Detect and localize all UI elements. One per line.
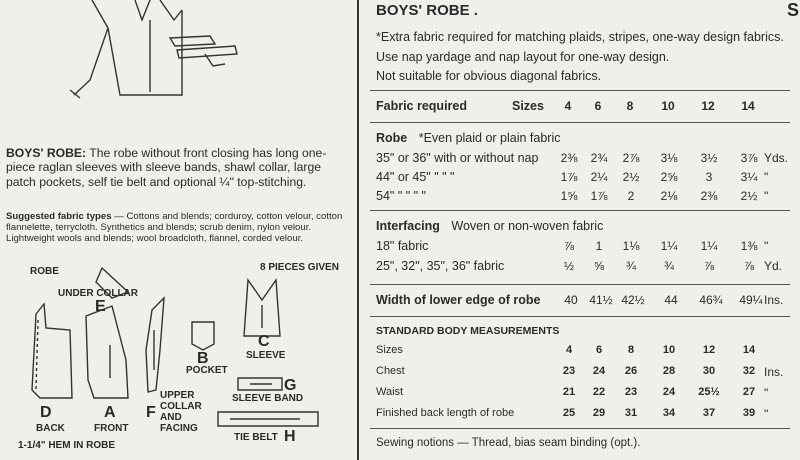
body_rows-cell: 23 xyxy=(562,365,576,377)
body_rows-cell: 14 xyxy=(742,344,756,356)
body_rows-cell: 12 xyxy=(702,344,716,356)
piece-h-name: TIE BELT xyxy=(234,432,278,443)
body_rows-cell: 23 xyxy=(624,386,638,398)
body_rows-cell: 26 xyxy=(624,365,638,377)
interfacing_rows-unit: " xyxy=(764,239,769,253)
robe_rows-cell: 3¼ xyxy=(740,170,758,184)
interfacing-title: Interfacing xyxy=(376,219,440,233)
body-measurements-title: STANDARD BODY MEASUREMENTS xyxy=(376,325,560,337)
robe-pieces-label: ROBE xyxy=(30,266,59,277)
robe_rows-cell: 2⅜ xyxy=(560,151,578,165)
robe_rows-cell: 2⅝ xyxy=(660,170,678,184)
width-label: Width of lower edge of robe xyxy=(376,293,541,307)
robe_rows-row-label: 35" or 36" with or without nap xyxy=(376,151,539,165)
size-header-cell: 4 xyxy=(564,99,572,113)
width-cell: 44 xyxy=(664,293,678,307)
column-divider xyxy=(357,0,359,460)
size-header-cell: 8 xyxy=(626,99,634,113)
description xyxy=(6,146,351,189)
chart-title: BOYS' ROBE . xyxy=(376,2,478,19)
robe_rows-cell: 2¼ xyxy=(590,170,608,184)
body_rows-row-label: Waist xyxy=(376,386,404,398)
body_rows-unit: " xyxy=(764,386,769,400)
robe-section xyxy=(376,131,560,145)
robe_rows-cell: 2⅞ xyxy=(622,151,640,165)
interfacing_rows-cell: ¾ xyxy=(625,259,636,273)
piece-d-letter: D xyxy=(40,404,52,421)
body_rows-cell: 27 xyxy=(742,386,756,398)
interfacing_rows-cell: ⅞ xyxy=(703,259,714,273)
piece-e-name: UNDER COLLAR xyxy=(58,288,138,299)
robe_rows-cell: 2 xyxy=(627,189,635,203)
body_rows-cell: 30 xyxy=(702,365,716,377)
body_rows-cell: 21 xyxy=(562,386,576,398)
robe_rows-row-label: 54" " " " " xyxy=(376,189,426,203)
piece-f-letter: F xyxy=(146,404,156,421)
fabric-title: Suggested fabric types xyxy=(6,211,112,222)
fabric-required-label: Fabric required xyxy=(376,99,467,113)
interfacing_rows-cell: ⅞ xyxy=(563,239,574,253)
width-cell: 49¼ xyxy=(739,293,763,307)
body_rows-cell: 25 xyxy=(562,407,576,419)
width-unit: Ins. xyxy=(764,293,784,307)
piece-f-name: UPPER COLLAR AND FACING xyxy=(160,390,202,434)
body_rows-cell: 24 xyxy=(592,365,606,377)
robe_rows-cell: 2½ xyxy=(622,170,640,184)
pattern-panel xyxy=(0,0,357,460)
width-cell: 40 xyxy=(564,293,578,307)
body_rows-row-label: Sizes xyxy=(376,344,403,356)
interfacing_rows-row-label: 25", 32", 35", 36" fabric xyxy=(376,259,505,273)
robe_rows-unit: " xyxy=(764,189,769,203)
body_rows-cell: 28 xyxy=(662,365,676,377)
body_rows-unit: Ins. xyxy=(764,365,784,379)
interfacing_rows-row-label: 18" fabric xyxy=(376,239,429,253)
description-text: The robe without front closing has long one-piece raglan sleeves with sleeve bands, shawl collar, large patch pockets, self tie belt and optional ¼" top-stitching. xyxy=(6,146,327,189)
size-header-cell: 14 xyxy=(741,99,755,113)
robe_rows-cell: 1⅞ xyxy=(560,170,578,184)
body_rows-cell: 34 xyxy=(662,407,676,419)
description-title: BOYS' ROBE: xyxy=(6,146,87,160)
interfacing-section xyxy=(376,219,603,233)
yardage-chart xyxy=(362,0,800,460)
robe-title: Robe xyxy=(376,131,408,145)
body_rows-unit: " xyxy=(764,407,769,421)
body_rows-row-label: Finished back length of robe xyxy=(376,407,515,419)
sewing-notions: Sewing notions — Thread, bias seam binding (opt.). xyxy=(376,437,641,449)
interfacing_rows-unit: Yd. xyxy=(764,259,783,273)
piece-c-name: SLEEVE xyxy=(246,350,286,361)
robe_rows-cell: 3⅞ xyxy=(740,151,758,165)
interfacing_rows-cell: ⅝ xyxy=(593,259,604,273)
width-cell: 41½ xyxy=(589,293,613,307)
interfacing_rows-cell: ⅞ xyxy=(743,259,754,273)
interfacing_rows-cell: 1⅜ xyxy=(740,239,758,253)
robe_rows-cell: 1⅞ xyxy=(590,189,608,203)
body_rows-cell: 37 xyxy=(702,407,716,419)
width-cell: 46¾ xyxy=(699,293,723,307)
interfacing_rows-cell: 1¼ xyxy=(660,239,678,253)
piece-c-letter: C xyxy=(258,333,270,350)
edge-letter: S xyxy=(787,0,800,20)
interfacing_rows-cell: ¾ xyxy=(663,259,674,273)
note-3: Not suitable for obvious diagonal fabrics. xyxy=(376,69,602,83)
robe_rows-unit: Yds. xyxy=(764,151,789,165)
piece-a-name: FRONT xyxy=(94,423,129,434)
tie-belt-illustration xyxy=(165,30,255,80)
interfacing_rows-cell: 1 xyxy=(595,239,603,253)
body_rows-cell: 25½ xyxy=(698,386,720,398)
fabric-suggestions xyxy=(6,211,351,245)
robe_rows-cell: 3½ xyxy=(700,151,718,165)
robe_rows-cell: 2⅛ xyxy=(660,189,678,203)
hem-note: 1-1/4" HEM IN ROBE xyxy=(18,440,115,451)
pieces-given-label: 8 PIECES GIVEN xyxy=(260,262,339,273)
body_rows-row-label: Chest xyxy=(376,365,405,377)
body_rows-cell: 4 xyxy=(565,344,573,356)
size-header-cell: 12 xyxy=(701,99,715,113)
piece-a-letter: A xyxy=(104,404,116,421)
piece-b-name: POCKET xyxy=(186,365,228,376)
robe-note: *Even plaid or plain fabric xyxy=(418,131,561,145)
body_rows-cell: 10 xyxy=(662,344,676,356)
robe_rows-cell: 2½ xyxy=(740,189,758,203)
body_rows-cell: 39 xyxy=(742,407,756,419)
body_rows-cell: 29 xyxy=(592,407,606,419)
interfacing_rows-cell: ½ xyxy=(563,259,574,273)
size-header-cell: 10 xyxy=(661,99,675,113)
body_rows-cell: 6 xyxy=(595,344,603,356)
piece-b-letter: B xyxy=(197,350,209,367)
piece-e-letter: E xyxy=(95,298,106,315)
interfacing-note: Woven or non-woven fabric xyxy=(451,219,604,233)
piece-h-letter: H xyxy=(284,428,296,445)
body_rows-cell: 31 xyxy=(624,407,638,419)
robe_rows-cell: 2⅜ xyxy=(700,189,718,203)
piece-d-name: BACK xyxy=(36,423,65,434)
width-cell: 42½ xyxy=(621,293,645,307)
piece-g-letter: G xyxy=(284,377,297,394)
robe_rows-cell: 2¾ xyxy=(590,151,608,165)
robe_rows-cell: 3⅛ xyxy=(660,151,678,165)
interfacing_rows-cell: 1¼ xyxy=(700,239,718,253)
body_rows-cell: 24 xyxy=(662,386,676,398)
robe_rows-cell: 3 xyxy=(705,170,713,184)
sizes-label: Sizes xyxy=(512,99,544,113)
note-1: *Extra fabric required for matching plaids, stripes, one-way design fabrics. xyxy=(376,30,784,44)
note-2: Use nap yardage and nap layout for one-way design. xyxy=(376,50,670,64)
piece-g-name: SLEEVE BAND xyxy=(232,393,304,404)
interfacing_rows-cell: 1⅛ xyxy=(622,239,640,253)
fabric-text: — Cottons and blends; corduroy, cotton velour, cotton flannelette, terrycloth. Synthetics and blends; scrub denim, nylon velour. Lightweight wools and blends; wool broadcloth, flannel, corded velour. xyxy=(6,211,343,245)
robe_rows-row-label: 44" or 45" " " " xyxy=(376,170,455,184)
body_rows-cell: 32 xyxy=(742,365,756,377)
body_rows-cell: 8 xyxy=(627,344,635,356)
body_rows-cell: 22 xyxy=(592,386,606,398)
robe_rows-cell: 1⅝ xyxy=(560,189,578,203)
robe_rows-unit: " xyxy=(764,170,769,184)
size-header-cell: 6 xyxy=(594,99,602,113)
